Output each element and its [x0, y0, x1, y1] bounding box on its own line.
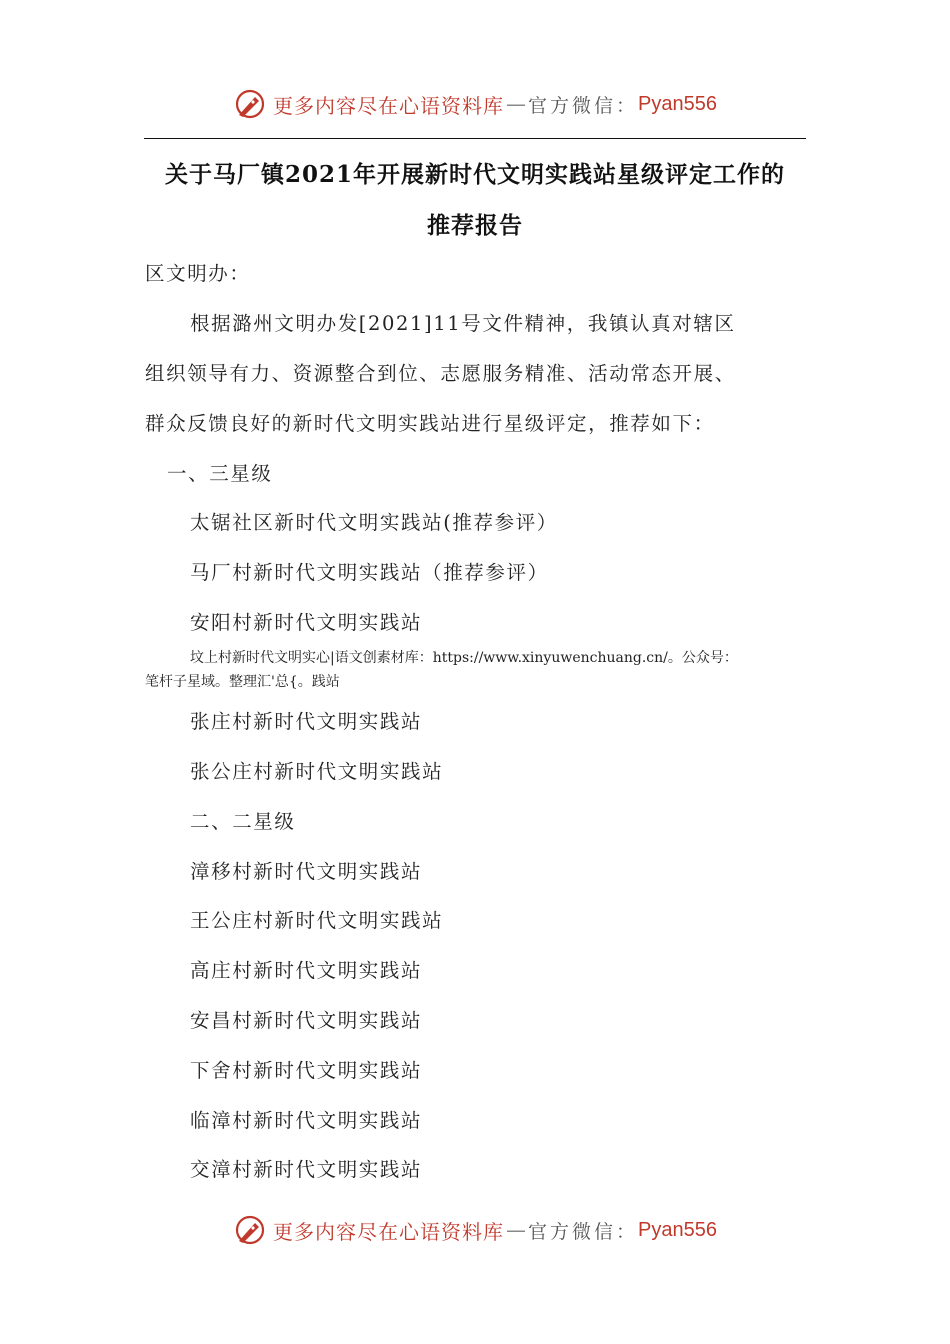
paragraph-line: 根据潞州文明办发[2021]11号文件精神，我镇认真对辖区: [190, 312, 736, 335]
salutation: 区文明办：: [145, 262, 251, 285]
paragraph-line: 群众反馈良好的新时代文明实践站进行星级评定，推荐如下：: [145, 412, 715, 435]
pen-nib-logo-icon: [233, 87, 267, 121]
document-title-line2: 推荐报告: [427, 212, 523, 239]
banner-dash: —: [506, 92, 526, 116]
list-item: 安阳村新时代文明实践站: [190, 611, 423, 634]
banner-dash: —: [506, 1218, 526, 1242]
section-heading-three-star: 一、三星级: [167, 462, 273, 485]
list-item: 张庄村新时代文明实践站: [190, 710, 423, 733]
list-item: 太锯社区新时代文明实践站(推荐参评）: [190, 511, 558, 534]
footer-banner: [0, 1208, 950, 1252]
paragraph-line: 组织领导有力、资源整合到位、志愿服务精准、活动常态开展、: [145, 362, 736, 385]
list-item: 临漳村新时代文明实践站: [190, 1109, 423, 1132]
list-item: 交漳村新时代文明实践站: [190, 1158, 423, 1181]
banner-wechat-id: Pyan556: [638, 92, 717, 115]
list-item: 漳移村新时代文明实践站: [190, 860, 423, 883]
list-item: 高庄村新时代文明实践站: [190, 959, 423, 982]
document-title-line1: 关于马厂镇2021年开展新时代文明实践站星级评定工作的: [164, 161, 785, 188]
watermark-note-line: 坟上村新时代文明实心|语文创素材库：https://www.xinyuwenchuang.cn/。公众号：: [190, 650, 738, 666]
list-item: 张公庄村新时代文明实践站: [190, 760, 444, 783]
list-item: 下舍村新时代文明实践站: [190, 1059, 423, 1082]
banner-wechat-label: 官方微信：: [528, 94, 639, 117]
banner-text: 更多内容尽在心语资料库: [273, 93, 504, 118]
section-heading-two-star: 二、二星级: [190, 810, 296, 833]
banner-text: 更多内容尽在心语资料库: [273, 1219, 504, 1244]
header-divider: [144, 138, 806, 139]
list-item: 王公庄村新时代文明实践站: [190, 909, 444, 932]
banner-wechat-label: 官方微信：: [528, 1220, 639, 1243]
banner-wechat-id: Pyan556: [638, 1218, 717, 1241]
header-banner: [0, 82, 950, 126]
list-item: 安昌村新时代文明实践站: [190, 1009, 423, 1032]
watermark-note-line: 笔杆子星域。整理汇'总{。践站: [145, 674, 340, 690]
list-item: 马厂村新时代文明实践站（推荐参评）: [190, 561, 549, 584]
pen-nib-logo-icon: [233, 1213, 267, 1247]
